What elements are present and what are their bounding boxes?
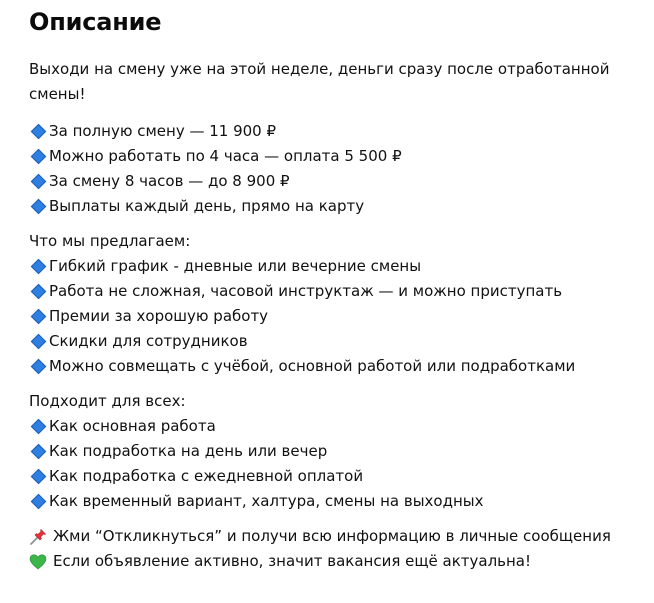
blue-diamond-icon xyxy=(31,174,47,190)
blue-diamond-icon xyxy=(31,359,47,375)
list-item-text: За полную смену — 11 900 ₽ xyxy=(49,122,277,140)
list-item xyxy=(29,464,654,489)
pay-list xyxy=(29,119,654,219)
blue-diamond-icon xyxy=(31,444,47,460)
list-item-text: Как основная работа xyxy=(49,417,216,435)
list-item-text: Премии за хорошую работу xyxy=(49,307,269,325)
respond-text: Жми “Откликнуться” и получи всю информацию в личные сообщения xyxy=(53,527,611,545)
list-item xyxy=(29,254,654,279)
list-item-text: Можно работать по 4 часа — оплата 5 500 ₽ xyxy=(49,147,402,165)
list-item xyxy=(29,354,654,379)
list-item xyxy=(29,194,654,219)
offer-heading: Что мы предлагаем: xyxy=(29,232,191,250)
list-item xyxy=(29,279,654,304)
list-item-text: Как подработка на день или вечер xyxy=(49,442,328,460)
list-item xyxy=(29,329,654,354)
section-title: Описание xyxy=(29,8,162,36)
blue-diamond-icon xyxy=(31,259,47,275)
active-note xyxy=(29,549,654,574)
list-item-text: Работа не сложная, часовой инструктаж — и можно приступать xyxy=(49,282,563,300)
blue-diamond-icon xyxy=(31,334,47,350)
list-item-text: Гибкий график - дневные или вечерние смены xyxy=(49,257,422,275)
blue-diamond-icon xyxy=(31,309,47,325)
fits-list xyxy=(29,414,654,514)
list-item-text: Скидки для сотрудников xyxy=(49,332,248,350)
green-heart-icon xyxy=(29,553,47,571)
respond-note xyxy=(29,524,654,549)
offer-list xyxy=(29,254,654,379)
footer-notes xyxy=(29,524,654,574)
list-item xyxy=(29,169,654,194)
list-item-text: Выплаты каждый день, прямо на карту xyxy=(49,197,365,215)
list-item-text: За смену 8 часов — до 8 900 ₽ xyxy=(49,172,290,190)
list-item xyxy=(29,144,654,169)
blue-diamond-icon xyxy=(31,199,47,215)
blue-diamond-icon xyxy=(31,419,47,435)
fits-heading: Подходит для всех: xyxy=(29,392,186,410)
blue-diamond-icon xyxy=(31,494,47,510)
list-item xyxy=(29,414,654,439)
list-item xyxy=(29,304,654,329)
blue-diamond-icon xyxy=(31,284,47,300)
list-item-text: Как временный вариант, халтура, смены на выходных xyxy=(49,492,484,510)
list-item-text: Можно совмещать с учёбой, основной работой или подработками xyxy=(49,357,576,375)
blue-diamond-icon xyxy=(31,469,47,485)
list-item-text: Как подработка с ежедневной оплатой xyxy=(49,467,364,485)
list-item xyxy=(29,119,654,144)
blue-diamond-icon xyxy=(31,124,47,140)
list-item xyxy=(29,489,654,514)
blue-diamond-icon xyxy=(31,149,47,165)
list-item xyxy=(29,439,654,464)
intro-text: Выходи на смену уже на этой неделе, деньги сразу после отработанной смены! xyxy=(29,60,610,103)
active-text: Если объявление активно, значит вакансия ещё актуальна! xyxy=(53,552,532,570)
pushpin-icon xyxy=(29,528,47,546)
